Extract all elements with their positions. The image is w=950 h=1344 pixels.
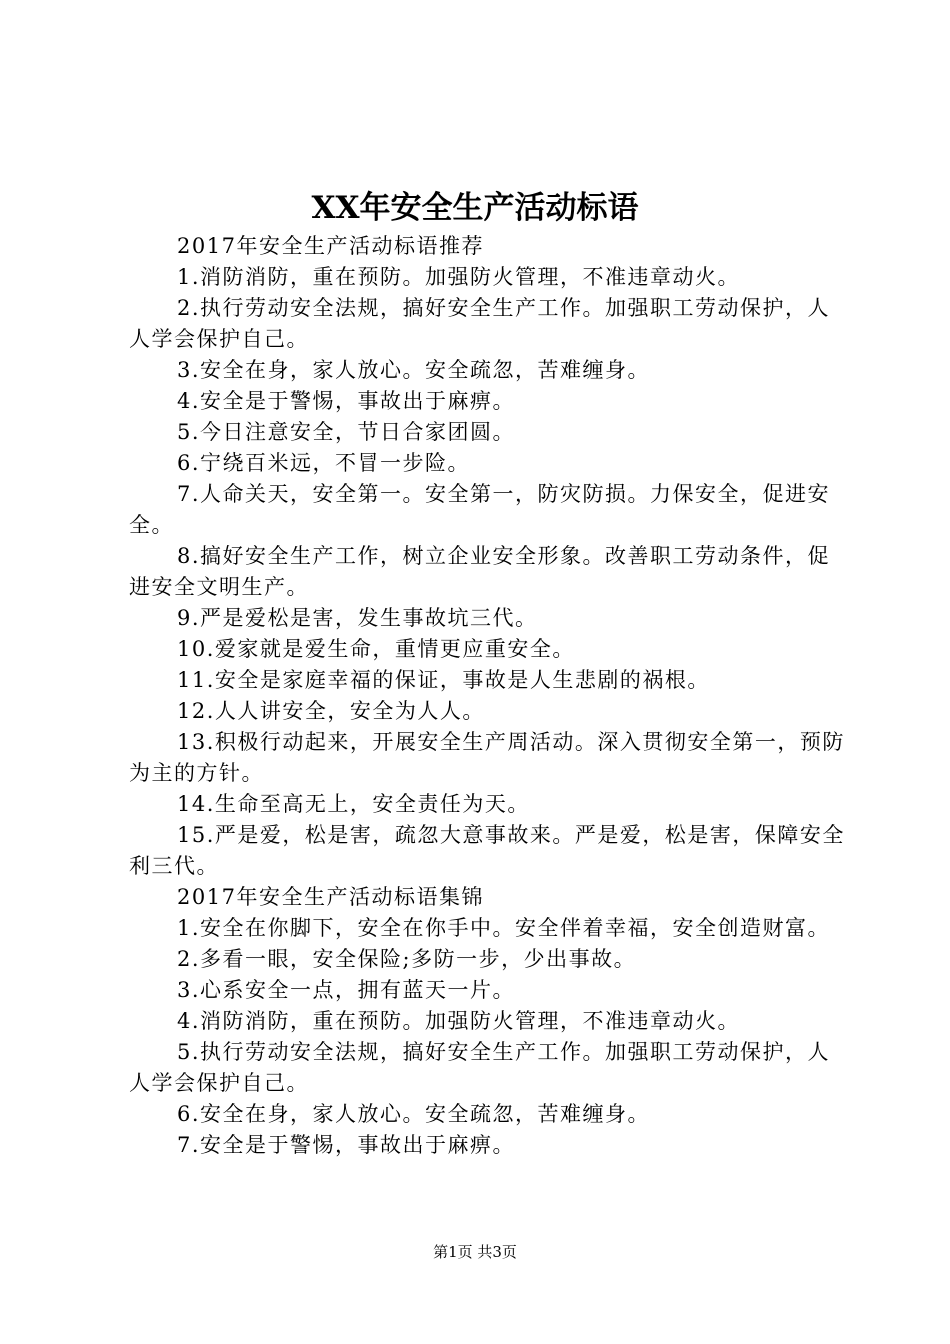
slogan-item: 7.安全是于警惕，事故出于麻痹。: [177, 1133, 516, 1157]
slogan-item: 15.严是爱，松是害，疏忽大意事故来。严是爱，松是害，保障安全利三代。: [129, 823, 845, 878]
slogan-item: 3.心系安全一点，拥有蓝天一片。: [177, 978, 516, 1002]
slogan-item: 1.安全在你脚下，安全在你手中。安全伴着幸福，安全创造财富。: [177, 916, 831, 940]
slogan-item: 11.安全是家庭幸福的保证，事故是人生悲剧的祸根。: [177, 668, 710, 692]
slogan-item: 4.消防消防，重在预防。加强防火管理，不准违章动火。: [177, 1009, 741, 1033]
slogan-item: 9.严是爱松是害，发生事故坑三代。: [177, 606, 538, 630]
document-title: XX年安全生产活动标语: [311, 190, 639, 226]
section-heading-recommend: 2017年安全生产活动标语推荐: [177, 234, 484, 258]
slogan-item: 13.积极行动起来，开展安全生产周活动。深入贯彻安全第一，预防为主的方针。: [129, 730, 845, 785]
slogan-item: 4.安全是于警惕，事故出于麻痹。: [177, 389, 516, 413]
document-body: [129, 231, 849, 1161]
slogan-item: 7.人命关天，安全第一。安全第一，防灾防损。力保安全，促进安全。: [129, 482, 831, 537]
slogan-item: 12.人人讲安全，安全为人人。: [177, 699, 485, 723]
slogan-item: 2.多看一眼，安全保险;多防一步，少出事故。: [177, 947, 637, 971]
slogan-item: 5.今日注意安全，节日合家团圆。: [177, 420, 516, 444]
slogan-item: 5.执行劳动安全法规，搞好安全生产工作。加强职工劳动保护，人人学会保护自己。: [129, 1040, 831, 1095]
slogan-item: 6.安全在身，家人放心。安全疏忽，苦难缠身。: [177, 1102, 651, 1126]
slogan-item: 14.生命至高无上，安全责任为天。: [177, 792, 530, 816]
slogan-item: 1.消防消防，重在预防。加强防火管理，不准违章动火。: [177, 265, 741, 289]
page-footer: 第1页 共3页: [433, 1243, 517, 1261]
slogan-item: 2.执行劳动安全法规，搞好安全生产工作。加强职工劳动保护，人人学会保护自己。: [129, 296, 831, 351]
slogan-item: 3.安全在身，家人放心。安全疏忽，苦难缠身。: [177, 358, 651, 382]
slogan-item: 10.爱家就是爱生命，重情更应重安全。: [177, 637, 575, 661]
slogan-item: 6.宁绕百米远，不冒一步险。: [177, 451, 471, 475]
section-heading-collection: 2017年安全生产活动标语集锦: [177, 885, 484, 909]
slogan-item: 8.搞好安全生产工作，树立企业安全形象。改善职工劳动条件，促进安全文明生产。: [129, 544, 831, 599]
